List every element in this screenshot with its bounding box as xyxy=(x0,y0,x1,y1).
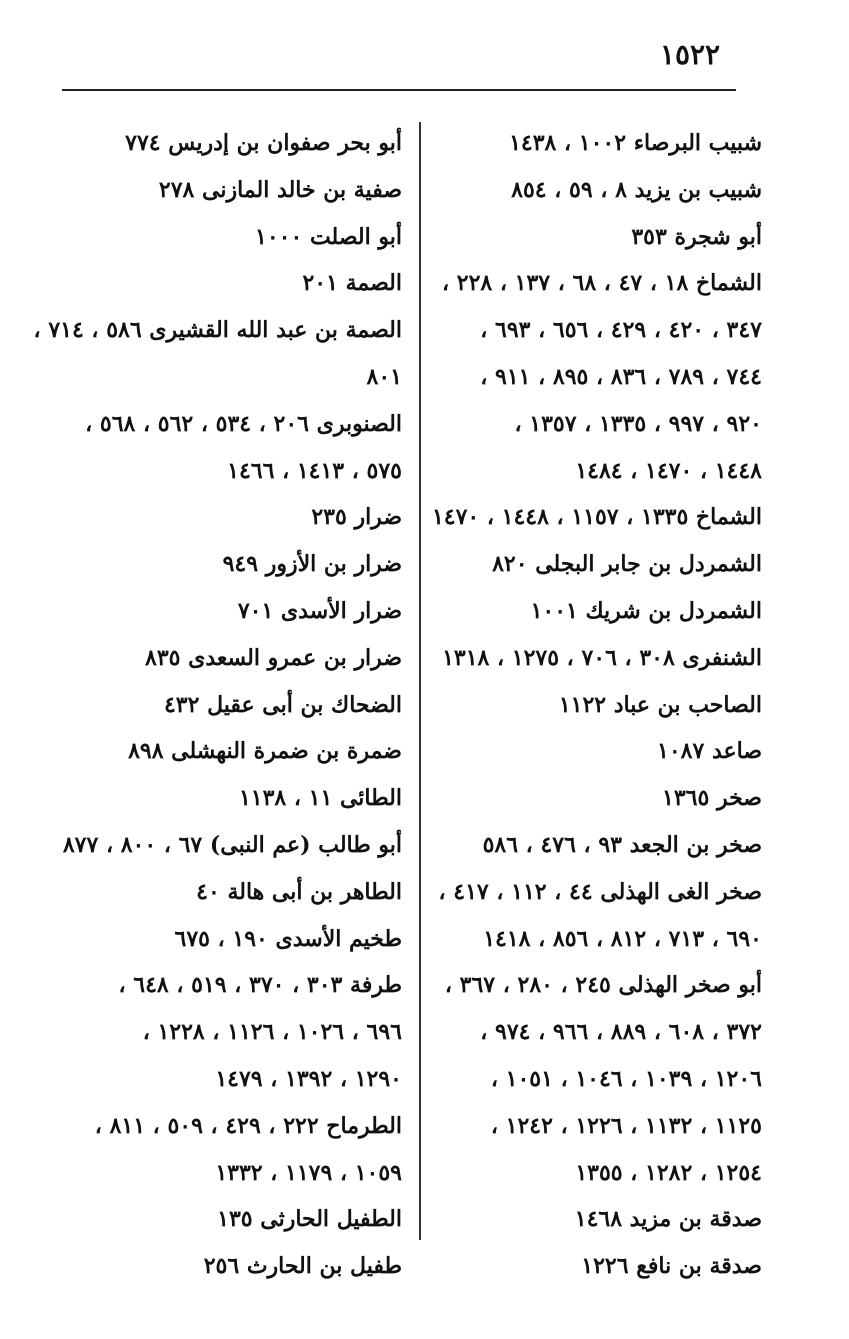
index-entry: شبيب البرصاء ١٠٠٢ ، ١٤٣٨ xyxy=(509,130,762,156)
index-entry: الصنوبرى ٢٠٦ ، ٥٣٤ ، ٥٦٢ ، ٥٦٨ ، xyxy=(85,410,402,437)
index-entry: شبيب بن يزيد ٨ ، ٥٩ ، ٨٥٤ xyxy=(511,176,762,203)
index-entry: الصمة بن عبد الله القشيرى ٥٨٦ ، ٧١٤ ، xyxy=(33,317,402,344)
index-entry: الشنفرى ٣٠٨ ، ٧٠٦ ، ١٢٧٥ ، ١٣١٨ xyxy=(442,644,762,671)
index-entry: الشمردل بن شريك ١٠٠١ xyxy=(530,597,762,624)
index-entry: ضرار بن الأزور ٩٤٩ xyxy=(222,551,402,578)
index-entry: ٣٧٢ ، ٦٠٨ ، ٨٨٩ ، ٩٦٦ ، ٩٧٤ ، xyxy=(480,1019,762,1046)
index-entry: أبو شجرة ٣٥٣ xyxy=(631,223,762,250)
index-entry: أبو صخر الهذلى ٢٤٥ ، ٢٨٠ ، ٣٦٧ ، xyxy=(444,972,762,999)
index-entry: ٦٩٦ ، ١٠٢٦ ، ١١٢٦ ، ١٢٢٨ ، xyxy=(142,1019,402,1046)
index-entry: صخر بن الجعد ٩٣ ، ٤٧٦ ، ٥٨٦ xyxy=(482,831,762,858)
header-rule xyxy=(62,89,736,91)
index-entry: صخر ١٣٦٥ xyxy=(662,785,762,812)
index-entry: صاعد ١٠٨٧ xyxy=(657,738,762,765)
index-entry: الصمة ٢٠١ xyxy=(302,270,402,297)
index-entry: ١٢٠٦ ، ١٠٣٩ ، ١٠٤٦ ، ١٠٥١ ، xyxy=(490,1065,762,1092)
index-column-right xyxy=(431,120,762,1290)
index-entry: ٧٤٤ ، ٧٨٩ ، ٨٣٦ ، ٨٩٥ ، ٩١١ ، xyxy=(480,363,762,390)
column-divider xyxy=(419,122,421,1240)
index-entry: ١٠٥٩ ، ١١٧٩ ، ١٣٣٢ xyxy=(215,1159,402,1186)
index-entry: ١٤٤٨ ، ١٤٧٠ ، ١٤٨٤ xyxy=(575,457,762,484)
index-entry: أبو الصلت ١٠٠٠ xyxy=(255,223,402,250)
index-entry: أبو بحر صفوان بن إدريس ٧٧٤ xyxy=(125,130,402,156)
page-number: ١٥٢٢ xyxy=(659,38,721,71)
index-entry: الطاهر بن أبى هالة ٤٠ xyxy=(196,878,402,905)
index-entry: ٨٠١ xyxy=(366,363,402,390)
index-entry: ٩٢٠ ، ٩٩٧ ، ١٣٣٥ ، ١٣٥٧ ، xyxy=(514,410,762,437)
index-column-left xyxy=(33,120,402,1290)
index-entry: صخر الغى الهذلى ٤٤ ، ١١٢ ، ٤١٧ ، xyxy=(438,878,762,905)
index-entry: الشماخ ١٨ ، ٤٧ ، ٦٨ ، ١٣٧ ، ٢٢٨ ، xyxy=(441,270,762,297)
index-entry: الطفيل الحارثى ١٣٥ xyxy=(217,1206,402,1233)
index-entry: الشمردل بن جابر البجلى ٨٢٠ xyxy=(492,551,762,578)
index-entry: صدقة بن نافع ١٢٢٦ xyxy=(581,1253,762,1280)
index-entry: ٥٧٥ ، ١٤١٣ ، ١٤٦٦ xyxy=(227,457,402,484)
index-entry: الطائى ١١ ، ١١٣٨ xyxy=(238,785,402,812)
index-entry: ٦٩٠ ، ٧١٣ ، ٨١٢ ، ٨٥٦ ، ١٤١٨ xyxy=(483,925,762,952)
index-entry: ضمرة بن ضمرة النهشلى ٨٩٨ xyxy=(128,738,402,765)
index-entry: الطرماح ٢٢٢ ، ٤٢٩ ، ٥٠٩ ، ٨١١ ، xyxy=(94,1112,402,1139)
index-entry: ١٢٥٤ ، ١٢٨٢ ، ١٣٥٥ xyxy=(575,1159,762,1186)
index-entry: طخيم الأسدى ١٩٠ ، ٦٧٥ xyxy=(174,925,402,952)
index-entry: ضرار ٢٣٥ xyxy=(311,504,402,531)
index-entry: ٣٤٧ ، ٤٢٠ ، ٤٢٩ ، ٦٥٦ ، ٦٩٣ ، xyxy=(480,317,762,344)
index-entry: أبو طالب (عم النبى) ٦٧ ، ٨٠٠ ، ٨٧٧ xyxy=(62,831,402,858)
index-entry: ١١٢٥ ، ١١٣٢ ، ١٢٢٦ ، ١٢٤٢ ، xyxy=(490,1112,762,1139)
index-entry: صدقة بن مزيد ١٤٦٨ xyxy=(574,1206,762,1233)
index-entry: ١٢٩٠ ، ١٣٩٢ ، ١٤٧٩ xyxy=(215,1065,402,1092)
index-entry: ضرار الأسدى ٧٠١ xyxy=(237,597,402,624)
index-entry: الضحاك بن أبى عقيل ٤٣٢ xyxy=(163,691,402,718)
index-entry: ضرار بن عمرو السعدى ٨٣٥ xyxy=(145,644,402,671)
index-entry: الشماخ ١٣٣٥ ، ١١٥٧ ، ١٤٤٨ ، ١٤٧٠ xyxy=(431,504,762,531)
index-entry: صفية بن خالد المازنى ٢٧٨ xyxy=(158,176,402,203)
index-entry: الصاحب بن عباد ١١٢٢ xyxy=(558,691,762,718)
index-entry: طفيل بن الحارث ٢٥٦ xyxy=(203,1253,402,1280)
index-entry: طرفة ٣٠٣ ، ٣٧٠ ، ٥١٩ ، ٦٤٨ ، xyxy=(118,972,402,999)
